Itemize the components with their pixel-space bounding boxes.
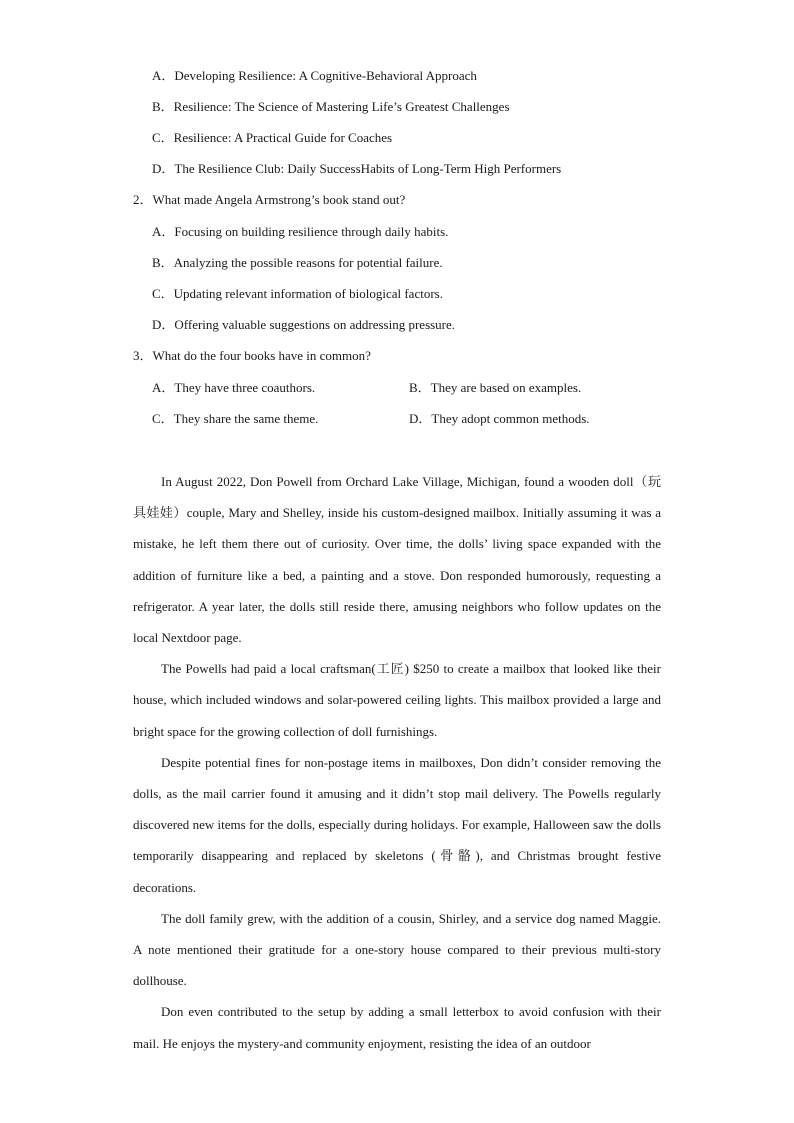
q2-option-d: D．Offering valuable suggestions on addressing pressure. <box>152 317 456 332</box>
q3-option-d: D．They adopt common methods. <box>409 411 590 426</box>
q2-question: 2．What made Angela Armstrong’s book stand out? <box>133 192 406 207</box>
passage-paragraph-4: The doll family grew, with the addition of a cousin, Shirley, and a service dog named Maggie. A note mentioned their gratitude for a one-story house compared to their previous multi-story dollhouse. <box>133 910 661 989</box>
passage-paragraph-2: The Powells had paid a local craftsman(工匠) $250 to create a mailbox that looked like their house, which included windows and solar-powered ceiling lights. This mailbox provided a large and bright space for the growing collection of doll furnishings. <box>133 661 661 739</box>
q3-option-b: B．They are based on examples. <box>409 380 582 395</box>
q2-option-a: A．Focusing on building resilience through daily habits. <box>152 224 449 239</box>
passage-paragraph-1: In August 2022, Don Powell from Orchard Lake Village, Michigan, found a wooden doll（玩具娃娃）couple, Mary and Shelley, inside his custom-designed mailbox. Initially assuming it was a mistake, he left them there out of curiosity. Over time, the dolls’ living space expanded with the addition of furniture like a bed, a painting and a stove. Don responded humorously, requesting a refrigerator. A year later, the dolls still reside there, amusing neighbors who follow updates on the local Nextdoor page. <box>133 474 661 646</box>
passage-paragraph-3: Despite potential fines for non-postage items in mailboxes, Don didn’t consider removing the dolls, as the mail carrier found it amusing and it didn’t stop mail delivery. The Powells regularly discovered new items for the dolls, especially during holidays. For example, Halloween saw the dolls temporarily disappearing and replaced by skeletons (骨骼), and Christmas brought festive decorations. <box>133 754 661 895</box>
reading-passage <box>133 466 661 1059</box>
q1-option-c: C．Resilience: A Practical Guide for Coaches <box>152 130 393 145</box>
q3-option-a: A．They have three coauthors. <box>152 380 316 395</box>
q2-option-b: B．Analyzing the possible reasons for potential failure. <box>152 255 443 270</box>
q1-option-d: D．The Resilience Club: Daily SuccessHabits of Long-Term High Performers <box>152 161 562 176</box>
q2-option-c: C．Updating relevant information of biological factors. <box>152 286 443 301</box>
q3-option-c: C．They share the same theme. <box>152 411 319 426</box>
passage-paragraph-5: Don even contributed to the setup by adding a small letterbox to avoid confusion with their mail. He enjoys the mystery-and community enjoyment, resisting the idea of an outdoor <box>133 1004 661 1051</box>
q1-option-a: A．Developing Resilience: A Cognitive-Behavioral Approach <box>152 68 477 83</box>
q3-question: 3．What do the four books have in common? <box>133 348 371 363</box>
q1-option-b: B．Resilience: The Science of Mastering Life’s Greatest Challenges <box>152 99 510 114</box>
